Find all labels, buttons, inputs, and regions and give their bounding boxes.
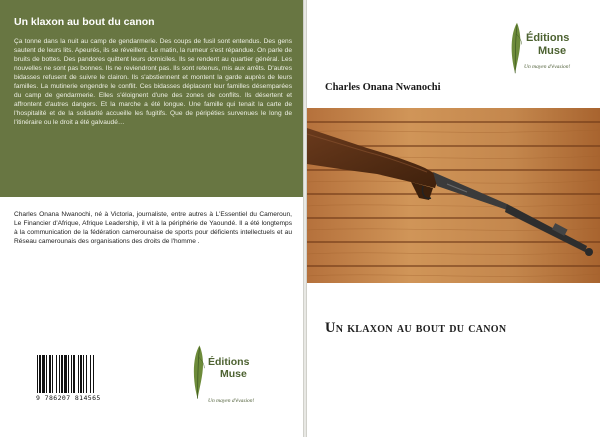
publisher-name-line1: Éditions [208, 356, 250, 368]
front-cover-title: Un klaxon au bout du canon [325, 320, 507, 336]
front-cover-author: Charles Onana Nwanochi [325, 82, 441, 93]
rifle-on-wood-illustration [307, 108, 600, 283]
isbn-number: 9 786207 814565 [36, 394, 101, 402]
back-cover-summary: Ça tonne dans la nuit au camp de gendarmerie. Des coups de fusil sont entendus. Des gens sautent de leurs lits. Apeurés, ils se réveillent. Le matin, la rumeur s'est répandue. On parle de bruits de bottes. Des pandores quittent leurs domiciles. Ils se rendent au quartier général. Les nouvelles ne sont pas bonnes. Ils ne reviendront pas. Ils sont retenus, mis aux arrêts. D'autres bidasses refusent de suivre le clairon. Ils s'abstiennent et montent la garde auprès de leurs familles. La mutinerie engendre le conflit. Ces bidasses déplacent leur familles désemparées du camp de gendarmerie. Elles s'éloignent d'une des zones de conflits. Ils désertent et affrontent d'autres dangers. Et la marche a été longue. Une famille qui tenait la carte de l'hospitalité et de la solidarité accueille les fugitifs. Que de péripéties survenues le long de l'itinéraire ou le droit a été galvaudé… [14, 38, 292, 127]
publisher-name-line2: Muse [538, 45, 567, 57]
publisher-name-line1: Éditions [526, 32, 570, 44]
back-cover-summary-panel [0, 0, 303, 197]
green-leaf-icon [190, 342, 209, 402]
publisher-logo-back [190, 342, 262, 412]
publisher-tagline: Un mayen d'évasion! [524, 64, 571, 70]
author-bio: Charles Onana Nwanochi, né à Victoria, journaliste, entre autres à L'Essentiel du Cameroun, Le Financier d'Afrique, Afrique Leadership, il vit à la périphérie de Yaoundé. Il a été longtemps à la communication de la fédération camerounaise de sports pour déficients intellectuels et au Réseau camerounais des organisations des droits de l'homme . [14, 211, 292, 245]
cover-photo-rifle-on-wood [307, 108, 600, 283]
publisher-name-line2: Muse [220, 368, 247, 380]
barcode-block [36, 355, 112, 402]
back-cover-title: Un klaxon au bout du canon [14, 16, 155, 28]
barcode-icon [36, 355, 112, 393]
publisher-tagline: Un mayen d'évasion! [208, 398, 255, 404]
publisher-logo-front [508, 18, 580, 78]
